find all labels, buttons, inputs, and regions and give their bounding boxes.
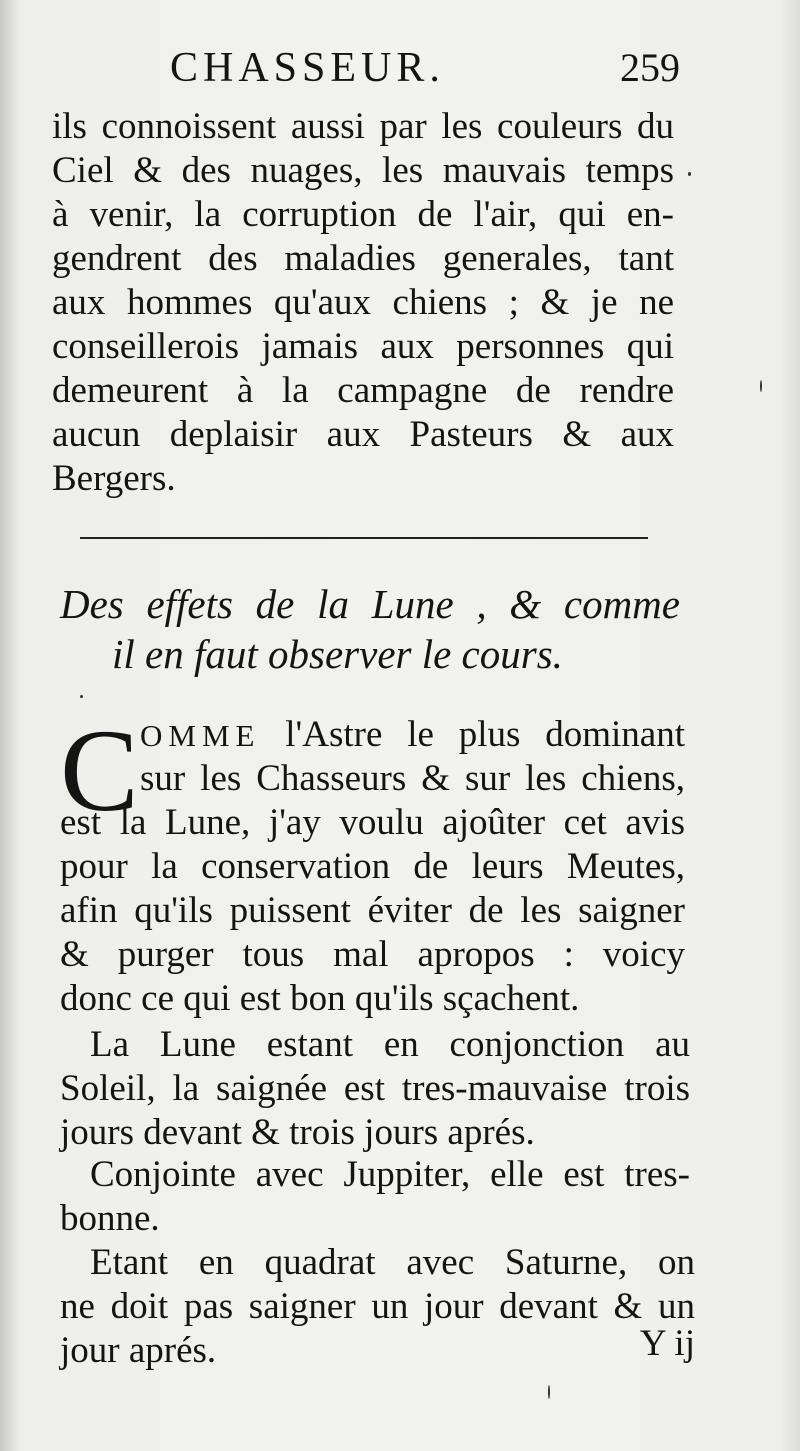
text-line: à venir, la corruption de l'air, qui en-	[52, 194, 674, 235]
page-header	[170, 44, 690, 100]
text-line: est la Lune, j'ay voulu ajoûter cet avis	[60, 802, 685, 843]
text-line: La Lune estant en conjonction au	[90, 1024, 690, 1065]
text-line: aux hommes qu'aux chiens ; & je ne	[52, 282, 674, 323]
text-line: & purger tous mal apropos : voicy	[60, 934, 685, 975]
paper-speck	[760, 380, 762, 392]
drop-cap: C	[60, 705, 139, 836]
text-line: Soleil, la saignée est tres-mauvaise trois	[60, 1068, 690, 1109]
text-line: afin qu'ils puissent éviter de les saigner	[60, 890, 685, 931]
text-line: Ciel & des nuages, les mauvais temps	[52, 150, 674, 191]
text-line: pour la conservation de leurs Meutes,	[60, 846, 685, 887]
text-line: sur les Chasseurs & sur les chiens,	[140, 758, 685, 799]
paper-speck	[548, 1385, 550, 1399]
text-line: gendrent des maladies generales, tant	[52, 238, 674, 279]
running-head: CHASSEUR.	[170, 45, 445, 91]
text-line: Bergers.	[52, 458, 176, 499]
signature-mark: Y ij	[639, 1323, 695, 1364]
heading-line-2: il en faut observer le cours.	[112, 631, 563, 677]
text-line: bonne.	[60, 1198, 160, 1239]
paper-speck	[80, 695, 83, 698]
small-caps-word: OMME	[140, 718, 261, 753]
paper-speck	[688, 172, 691, 176]
section-divider	[80, 537, 648, 539]
text-line: conseillerois jamais aux personnes qui	[52, 326, 674, 367]
text-fragment: l'Astre le plus dominant	[285, 714, 685, 755]
text-line	[140, 713, 685, 758]
text-line: Etant en quadrat avec Saturne, on	[90, 1242, 695, 1283]
text-line: jour aprés.	[60, 1330, 217, 1371]
page-number: 259	[620, 45, 680, 90]
text-line: Conjointe avec Juppiter, elle est tres-	[90, 1154, 690, 1195]
text-line: ils connoissent aussi par les couleurs du	[52, 106, 674, 147]
text-line: aucun deplaisir aux Pasteurs & aux	[52, 414, 674, 455]
text-line: ne doit pas saigner un jour devant & un	[60, 1286, 695, 1327]
text-line: demeurent à la campagne de rendre	[52, 370, 674, 411]
text-line: donc ce qui est bon qu'ils sçachent.	[60, 978, 580, 1019]
heading-line-1: Des effets de la Lune , & comme	[60, 581, 680, 627]
text-line: jours devant & trois jours aprés.	[60, 1112, 535, 1153]
